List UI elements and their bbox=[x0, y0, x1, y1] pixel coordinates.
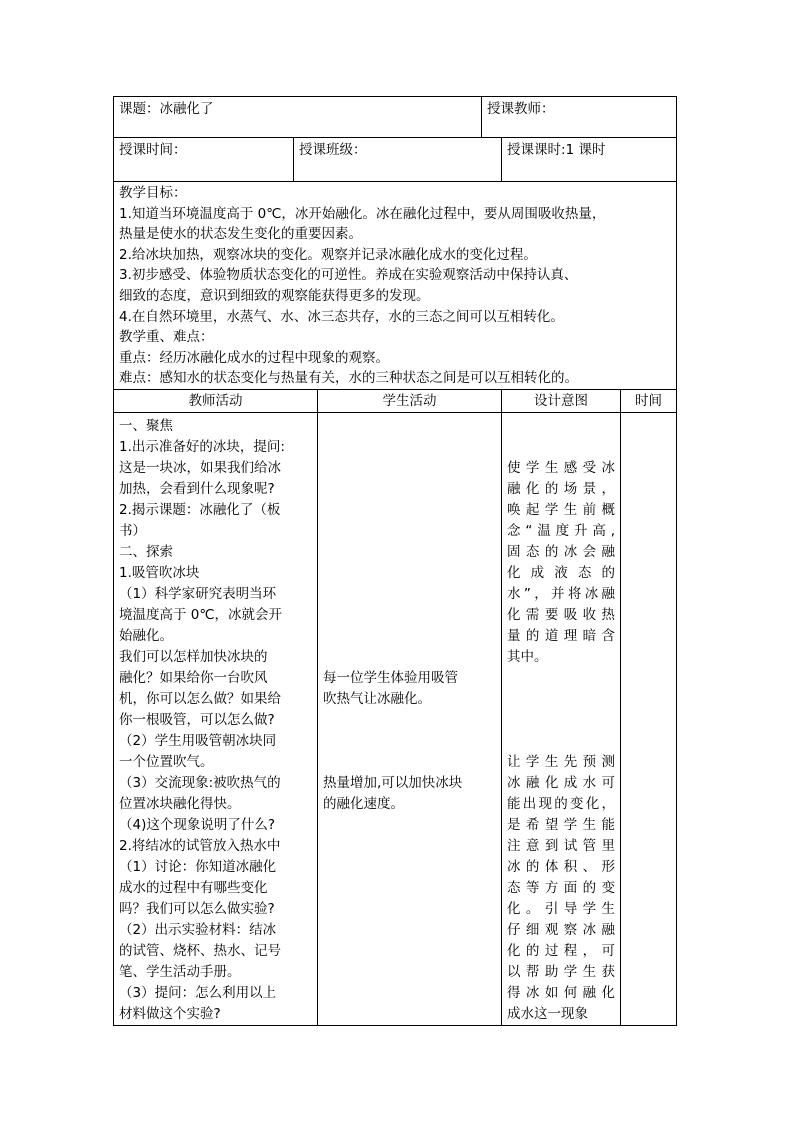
class-label: 授课班级： bbox=[299, 142, 367, 158]
objective-line: 热量是使水的状态发生变化的重要因素。 bbox=[119, 226, 362, 243]
design-intent-line: 是希望学生能 bbox=[507, 816, 616, 833]
teacher-activity-line: 一、聚焦 bbox=[119, 417, 173, 434]
objective-line: 2.给冰块加热，观察冰块的变化。观察并记录冰融化成水的变化过程。 bbox=[119, 246, 537, 263]
column-header-time: 时间 bbox=[621, 389, 677, 412]
design-intent-line: 仔细观察冰融 bbox=[507, 921, 616, 938]
teacher-activity-line: 这是一块冰，如果我们给冰 bbox=[119, 459, 281, 476]
teacher-activity-line: 境温度高于 0℃，冰就会开 bbox=[119, 606, 283, 623]
teacher-activity-line: （1）科学家研究表明当环 bbox=[119, 585, 277, 602]
teacher-activity-line: 1.出示准备好的冰块，提问: bbox=[119, 438, 285, 455]
teacher-activity-line: （4)这个现象说明了什么? bbox=[119, 816, 276, 833]
teacher-activity-line: 机，你可以怎么做？如果给 bbox=[119, 690, 281, 707]
design-intent-line: 使学生感受冰 bbox=[507, 459, 616, 476]
column-header-teacher: 教师活动 bbox=[114, 389, 318, 412]
teacher-activity-list bbox=[119, 416, 312, 1025]
teacher-activity-line: （1）讨论：你知道冰融化 bbox=[119, 858, 277, 875]
objectives-cell bbox=[114, 182, 677, 390]
topic-cell bbox=[114, 97, 482, 138]
teacher-cell bbox=[482, 97, 677, 138]
keypoint-line: 重点：经历冰融化成水的过程中现象的观察。 bbox=[119, 349, 389, 366]
teacher-activity-line: 2.揭示课题：冰融化了（板 bbox=[119, 501, 281, 518]
difficulty-line: 难点：感知水的状态变化与热量有关，水的三种状态之间是可以互相转化的。 bbox=[119, 370, 578, 387]
design-intent-cell bbox=[502, 412, 621, 1025]
student-activity-line: 热量增加,可以加快冰块 bbox=[323, 774, 463, 791]
teacher-activity-line: （3）交流现象:被吹热气的 bbox=[119, 774, 281, 791]
teacher-activity-line: 1.吸管吹冰块 bbox=[119, 564, 200, 581]
design-intent-line: 融化的场景， bbox=[507, 480, 616, 497]
column-header-design: 设计意图 bbox=[502, 389, 621, 412]
design-intent-line: 化的过程，可 bbox=[507, 942, 616, 959]
design-intent-line: 能出现的变化， bbox=[507, 795, 616, 812]
lesson-plan-table bbox=[113, 96, 677, 1026]
teacher-activity-line: 成水的过程中有哪些变化 bbox=[119, 879, 268, 896]
design-intent-line: 唤起学生前概 bbox=[507, 501, 616, 518]
student-activity-line: 吹热气让冰融化。 bbox=[323, 690, 431, 707]
design-intent-line: 冰的体积、形 bbox=[507, 858, 616, 875]
design-intent-line: 成水这一现象 bbox=[507, 1005, 589, 1022]
teacher-activity-line: （2）出示实验材料：结冰 bbox=[119, 921, 277, 938]
student-activity-line: 的融化速度。 bbox=[323, 795, 404, 812]
objective-line: 4.在自然环境里，水蒸气、水、冰三态共存，水的三态之间可以互相转化。 bbox=[119, 308, 564, 325]
teacher-activity-line: 一个位置吹气。 bbox=[119, 753, 214, 770]
design-intent-line: 化。引导学生 bbox=[507, 900, 616, 917]
teacher-activity-line: 位置冰块融化得快。 bbox=[119, 795, 241, 812]
keypoints-heading: 教学重、难点： bbox=[119, 329, 214, 346]
design-intent-line: 化 成 液 态 的 bbox=[507, 564, 616, 581]
time-column-cell bbox=[621, 412, 677, 1025]
teacher-activity-line: 我们可以怎样加快冰块的 bbox=[119, 648, 268, 665]
design-intent-line: 态等方面的变 bbox=[507, 879, 616, 896]
design-intent-line: 以帮助学生获 bbox=[507, 963, 616, 980]
time-label: 授课时间： bbox=[119, 142, 187, 158]
teacher-label: 授课教师： bbox=[487, 101, 555, 117]
hours-label: 授课课时:1 课时 bbox=[507, 142, 606, 158]
objective-line: 3.初步感受、体验物质状态变化的可逆性。养成在实验观察活动中保持认真、 bbox=[119, 267, 578, 284]
student-activity-cell bbox=[318, 412, 502, 1025]
design-intent-block-1 bbox=[507, 458, 615, 668]
design-intent-line: 量的道理暗含 bbox=[507, 627, 616, 644]
design-intent-line: 其中。 bbox=[507, 648, 548, 665]
design-intent-line: 注意到试管里 bbox=[507, 837, 616, 854]
teacher-activity-line: 材料做这个实验? bbox=[119, 1005, 221, 1022]
design-intent-line: 让学生先预测 bbox=[507, 753, 616, 770]
teacher-activity-line: 吗？我们可以怎么做实验? bbox=[119, 900, 275, 917]
design-intent-line: 水”，并将冰融 bbox=[507, 585, 616, 602]
teacher-activity-line: （2）学生用吸管朝冰块同 bbox=[119, 732, 277, 749]
teacher-activity-line: 始融化。 bbox=[119, 627, 173, 644]
objective-line: 1.知道当环境温度高于 0℃，冰开始融化。冰在融化过程中，要从周围吸收热量， bbox=[119, 205, 606, 222]
lesson-plan-page bbox=[113, 96, 676, 1026]
teacher-activity-line: 2.将结冰的试管放入热水中 bbox=[119, 837, 281, 854]
time-cell bbox=[114, 138, 294, 182]
teacher-activity-line: 书） bbox=[119, 522, 146, 539]
design-intent-line: 固态的冰会融 bbox=[507, 543, 616, 560]
teacher-activity-line: 融化？如果给你一台吹风 bbox=[119, 669, 268, 686]
objectives-heading: 教学目标： bbox=[119, 185, 187, 201]
teacher-activity-line: 加热，会看到什么现象呢? bbox=[119, 480, 275, 497]
topic-label: 课题：冰融化了 bbox=[119, 101, 214, 117]
hours-cell bbox=[502, 138, 677, 182]
design-intent-line: 化需要吸收热 bbox=[507, 606, 616, 623]
teacher-activity-line: 你一根吸管，可以怎么做? bbox=[119, 711, 275, 728]
design-intent-line: 念“温度升高, bbox=[507, 522, 616, 539]
teacher-activity-line: 的试管、烧杯、热水、记号 bbox=[119, 942, 281, 959]
design-intent-line: 得冰如何融化 bbox=[507, 984, 616, 1001]
teacher-activity-line: 笔、学生活动手册。 bbox=[119, 963, 241, 980]
design-intent-block-2 bbox=[507, 752, 615, 1025]
teacher-activity-line: （3）提问：怎么利用以上 bbox=[119, 984, 277, 1001]
teacher-activity-line: 二、探索 bbox=[119, 543, 173, 560]
design-intent-line: 冰融化成水可 bbox=[507, 774, 616, 791]
class-cell bbox=[294, 138, 502, 182]
objective-line: 细致的态度，意识到细致的观察能获得更多的发现。 bbox=[119, 287, 430, 304]
student-activity-line: 每一位学生体验用吸管 bbox=[323, 669, 458, 686]
teacher-activity-cell bbox=[114, 412, 318, 1025]
column-header-student: 学生活动 bbox=[318, 389, 502, 412]
